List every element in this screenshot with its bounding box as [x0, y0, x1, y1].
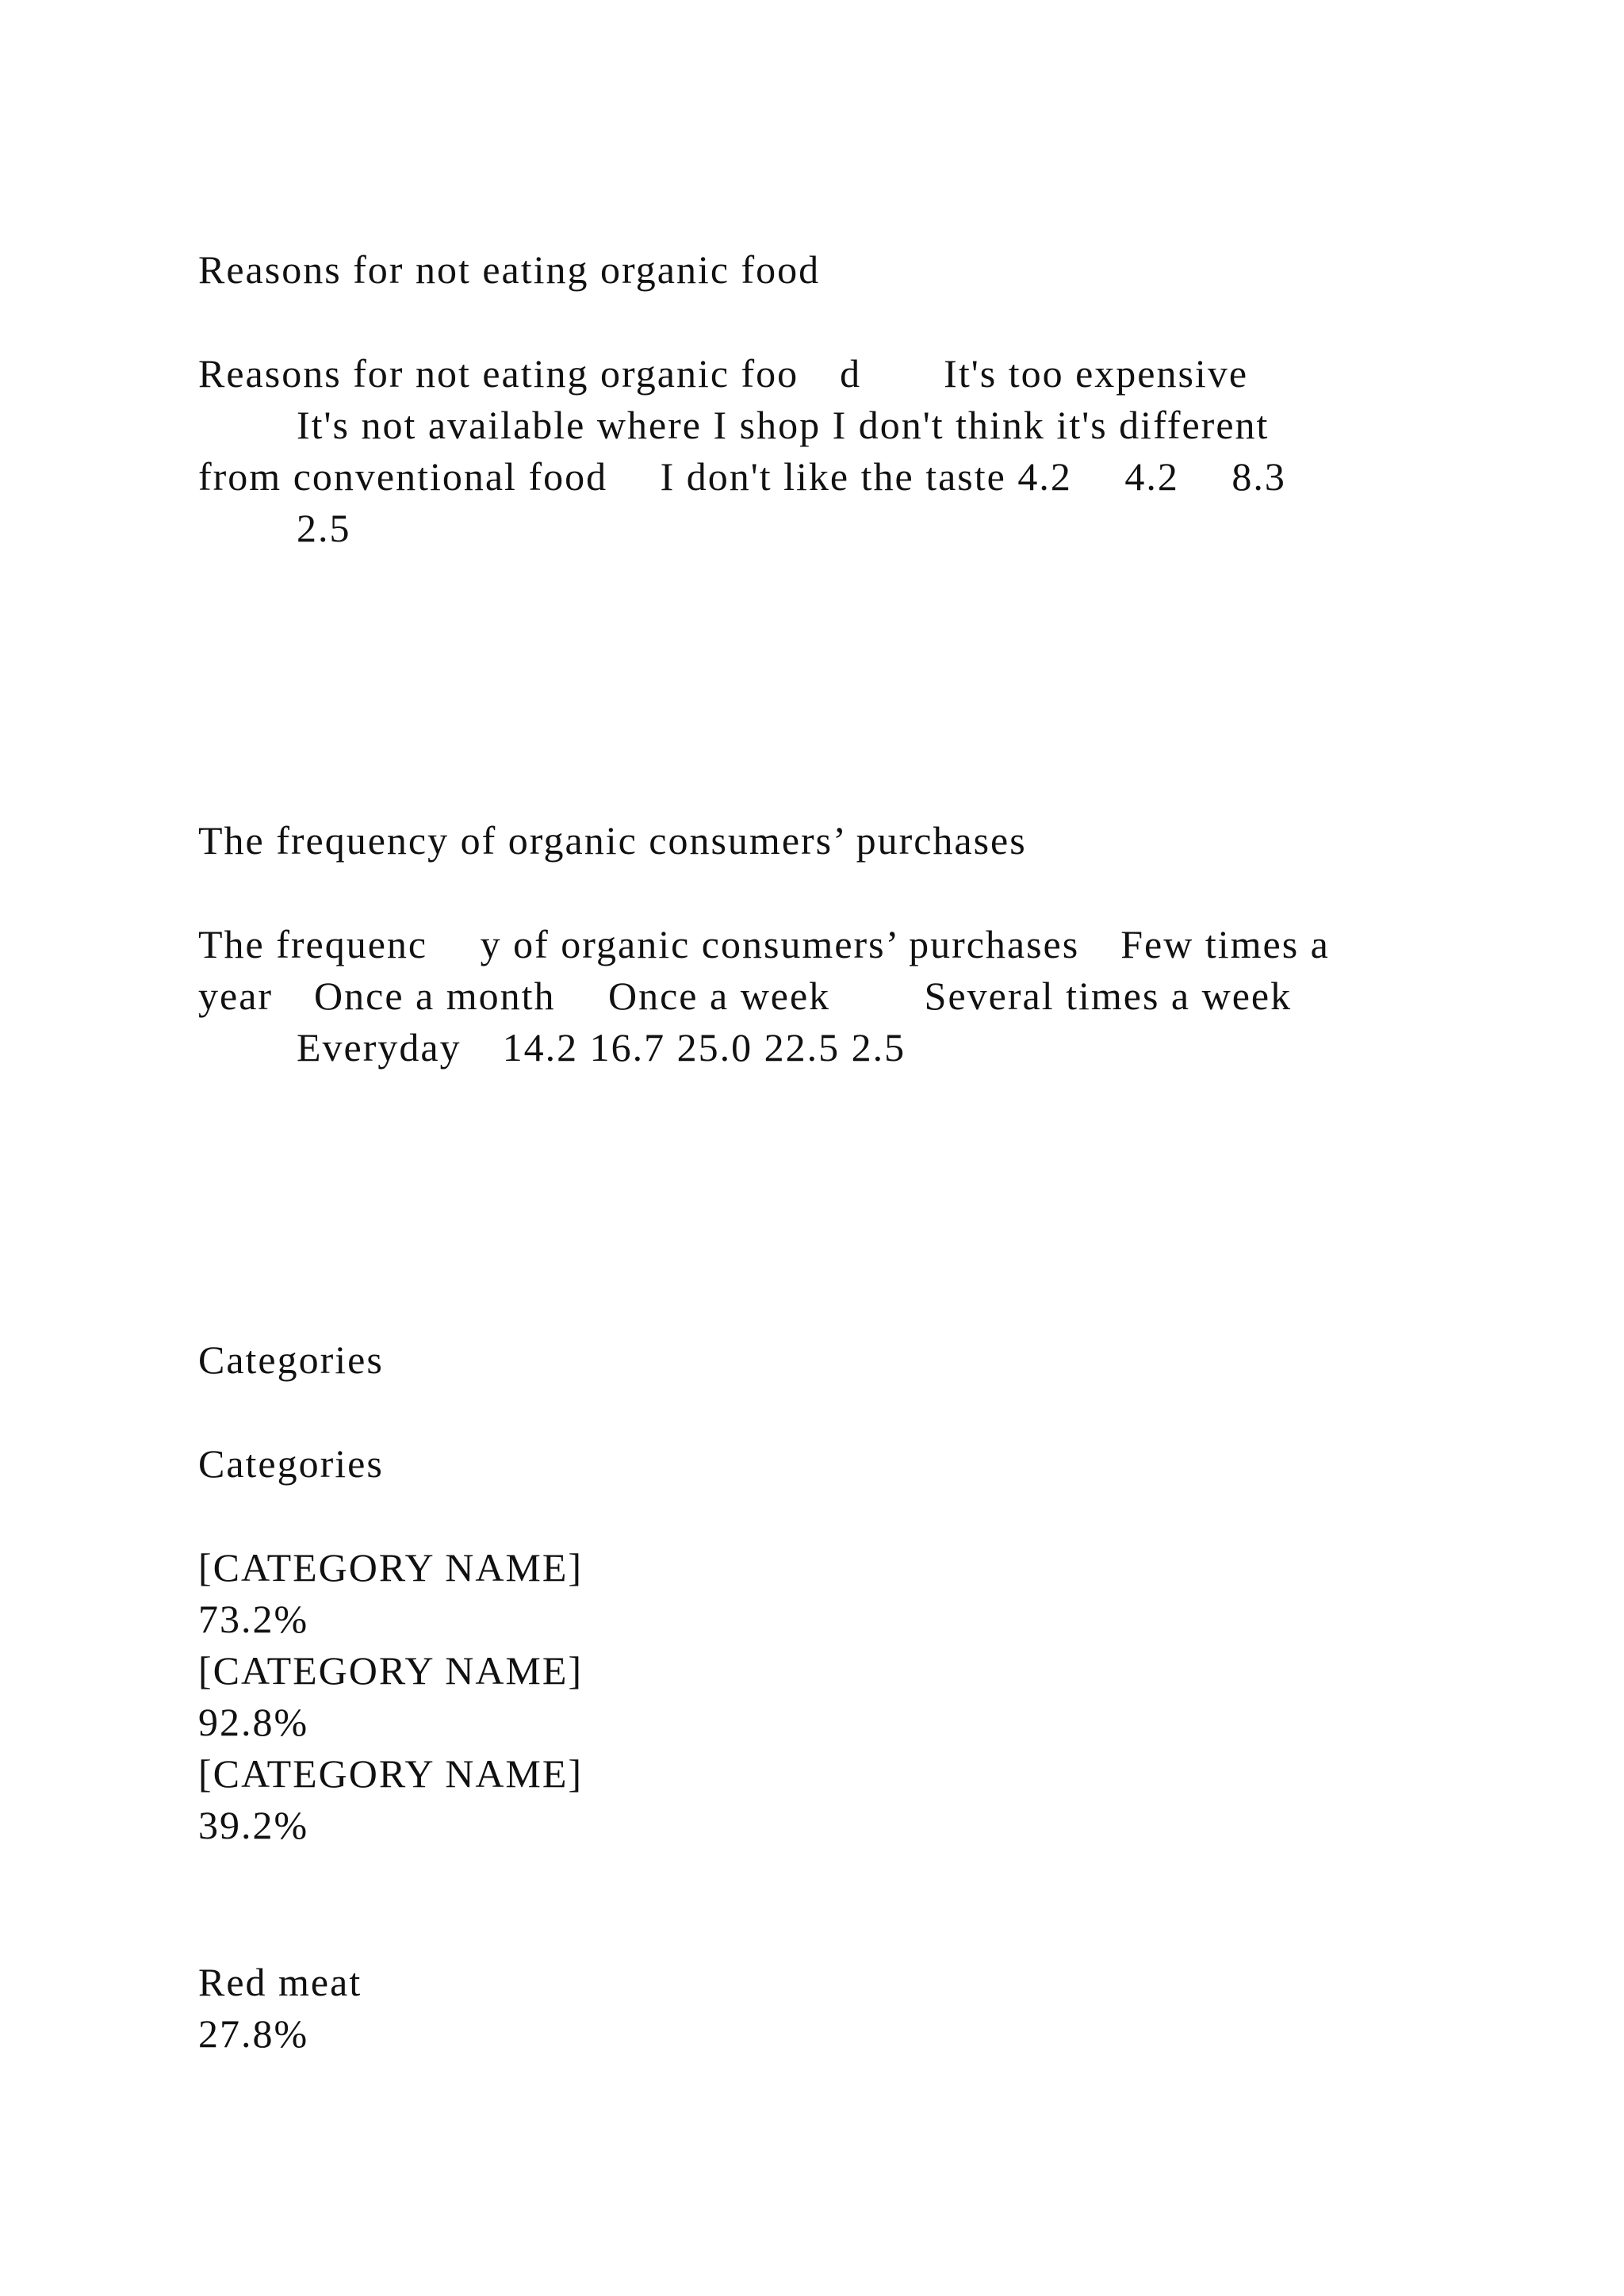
category-name-1: [CATEGORY NAME]: [198, 1545, 584, 1590]
section-1-line-1: Reasons for not eating organic foo d It's too expensive: [198, 351, 1249, 396]
red-meat-label: Red meat: [198, 1960, 362, 2004]
section-2-line-1: The frequenc y of organic consumers’ purchases Few times a: [198, 922, 1330, 966]
category-name-2: [CATEGORY NAME]: [198, 1648, 584, 1693]
category-value-3: 39.2%: [198, 1803, 309, 1847]
section-3-heading: Categories: [198, 1337, 384, 1382]
red-meat-value: 27.8%: [198, 2011, 309, 2056]
section-1-line-4: 2.5: [297, 506, 351, 550]
section-3-subheading: Categories: [198, 1441, 384, 1486]
section-2-line-3: Everyday 14.2 16.7 25.0 22.5 2.5: [297, 1025, 906, 1070]
category-value-2: 92.8%: [198, 1700, 309, 1744]
section-1-heading: Reasons for not eating organic food: [198, 247, 821, 292]
section-2-heading: The frequency of organic consumers’ purchases: [198, 818, 1027, 863]
section-2-line-2: year Once a month Once a week Several times a week: [198, 974, 1293, 1018]
category-name-3: [CATEGORY NAME]: [198, 1751, 584, 1796]
section-1-line-2: It's not available where I shop I don't think it's different: [297, 403, 1270, 447]
category-value-1: 73.2%: [198, 1597, 309, 1641]
section-1-line-3: from conventional food I don't like the taste 4.2 4.2 8.3: [198, 454, 1286, 499]
